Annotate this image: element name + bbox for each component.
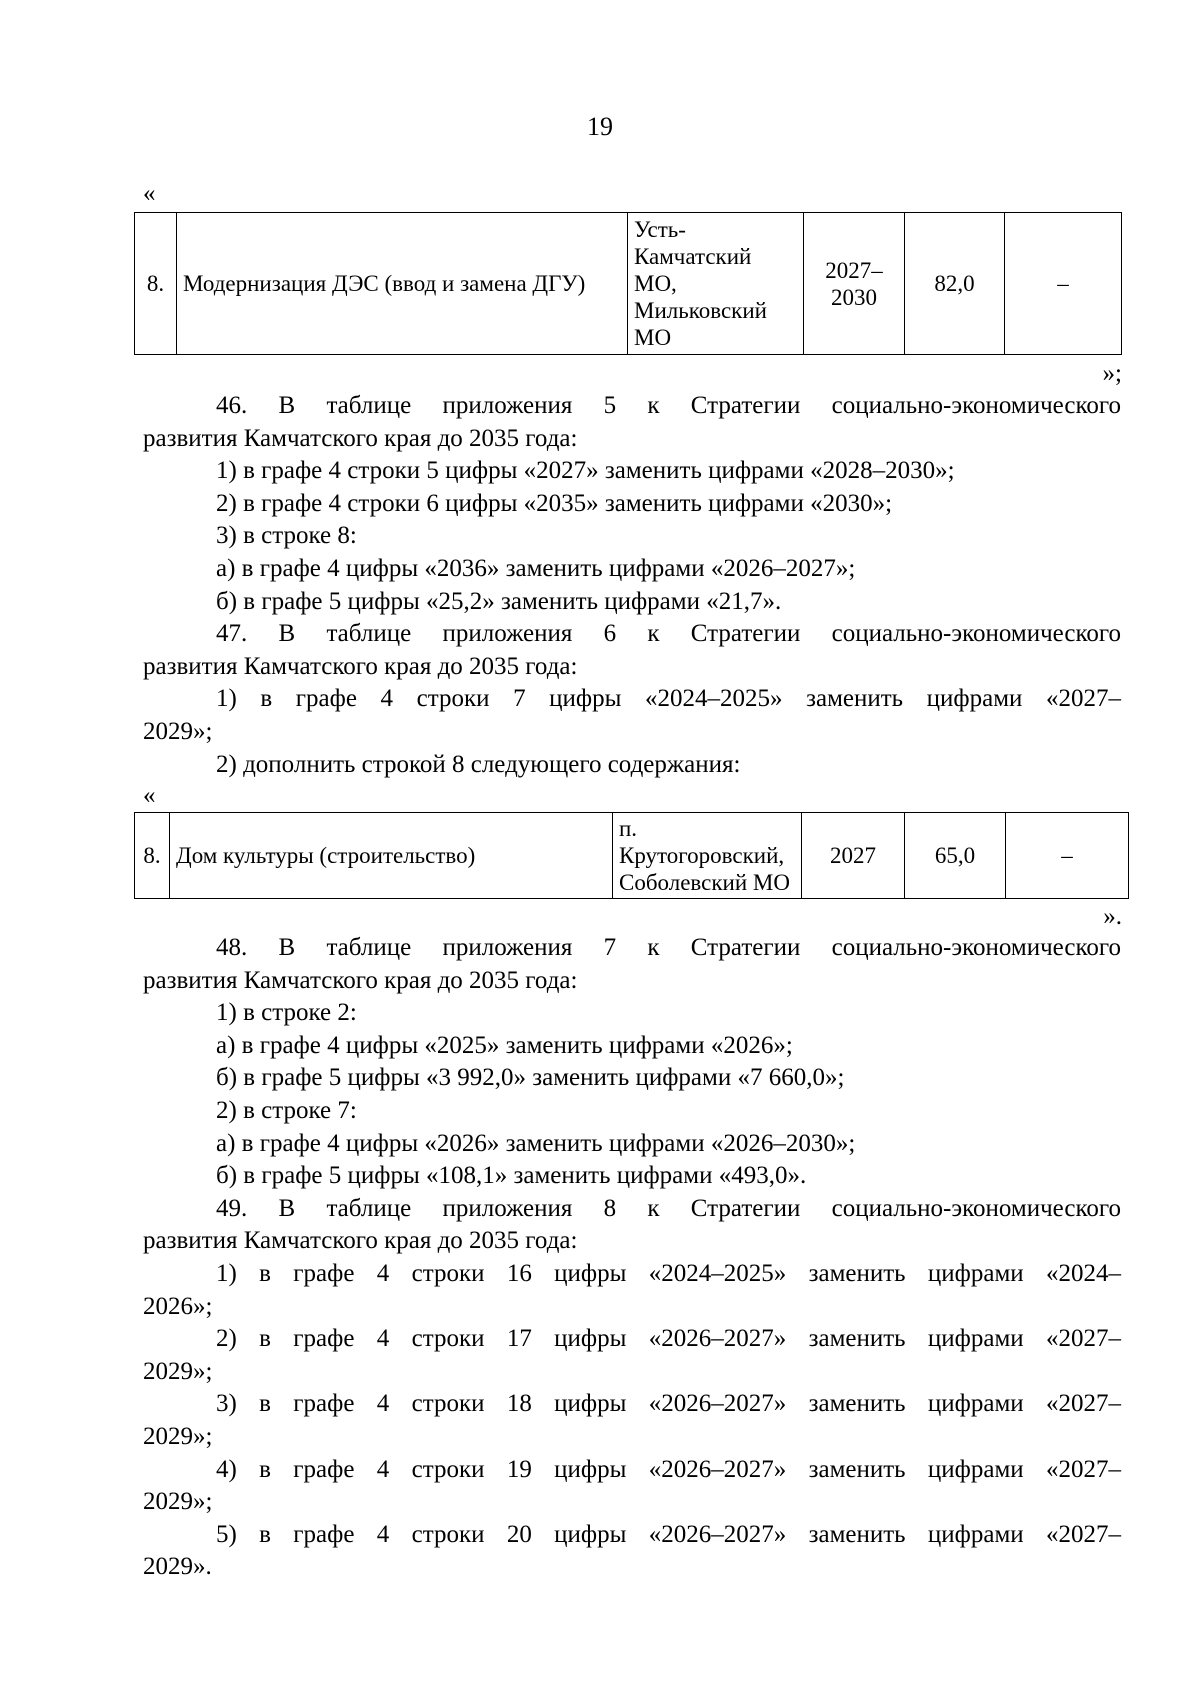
text-line: 2029». [143,1553,212,1581]
open-quote: « [143,180,156,207]
text-line: 2) в графе 4 строки 17 цифры «2026–2027» заменить цифрами «2027– [216,1325,1121,1353]
text-line: 3) в строке 8: [216,522,357,550]
table-amendment-2 [134,812,1129,899]
text-line: 47. В таблице приложения 6 к Стратегии социально-экономического [216,620,1121,648]
text-line: 2) в строке 7: [216,1096,357,1124]
table-row [135,213,1122,355]
table-amendment-1 [134,212,1122,355]
project-extra: – [1005,213,1122,355]
text-line: а) в графе 4 цифры «2025» заменить цифрами «2026»; [216,1031,793,1059]
text-line: развития Камчатского края до 2035 года: [143,1227,578,1255]
table-row [135,813,1129,899]
project-location: Усть- Камчатский МО, Мильковский МО [628,213,804,355]
text-line: 1) в строке 2: [216,999,357,1027]
text-line: б) в графе 5 цифры «25,2» заменить цифрами «21,7». [216,587,782,615]
text-line: а) в графе 4 цифры «2036» заменить цифрами «2026–2027»; [216,554,856,582]
text-line: 2) в графе 4 строки 6 цифры «2035» заменить цифрами «2030»; [216,489,893,517]
project-amount: 82,0 [905,213,1005,355]
text-line: 3) в графе 4 строки 18 цифры «2026–2027» заменить цифрами «2027– [216,1390,1121,1418]
text-line: развития Камчатского края до 2035 года: [143,424,578,452]
amendment-text-a [143,390,1121,781]
project-location: п. Крутогоровский, Соболевский МО [613,813,802,899]
page-number: 19 [587,112,613,141]
text-line: 1) в графе 4 строки 7 цифры «2024–2025» заменить цифрами «2027– [216,685,1121,713]
text-line: 46. В таблице приложения 5 к Стратегии социально-экономического [216,392,1121,419]
text-line: 2029»; [143,1488,213,1516]
text-line: 48. В таблице приложения 7 к Стратегии социально-экономического [216,934,1121,961]
text-line: б) в графе 5 цифры «3 992,0» заменить цифрами «7 660,0»; [216,1064,845,1092]
text-line: 2029»; [143,717,213,745]
text-line: 4) в графе 4 строки 19 цифры «2026–2027» заменить цифрами «2027– [216,1455,1121,1483]
text-line: а) в графе 4 цифры «2026» заменить цифрами «2026–2030»; [216,1129,856,1157]
row-number: 8. [135,213,177,355]
open-quote: « [143,782,156,809]
project-name: Модернизация ДЭС (ввод и замена ДГУ) [177,213,628,355]
close-quote: »; [1102,360,1122,387]
text-line: 2) дополнить строкой 8 следующего содержания: [216,750,741,778]
amendment-text-b [143,932,1121,1584]
text-line: 5) в графе 4 строки 20 цифры «2026–2027» заменить цифрами «2027– [216,1520,1121,1548]
project-amount: 65,0 [905,813,1006,899]
text-line: б) в графе 5 цифры «108,1» заменить цифрами «493,0». [216,1162,807,1190]
row-number: 8. [135,813,170,899]
text-line: 1) в графе 4 строки 5 цифры «2027» заменить цифрами «2028–2030»; [216,457,955,485]
text-line: развития Камчатского края до 2035 года: [143,966,578,994]
text-line: 1) в графе 4 строки 16 цифры «2024–2025» заменить цифрами «2024– [216,1259,1121,1287]
text-line: развития Камчатского края до 2035 года: [143,652,578,680]
close-quote: ». [1103,903,1122,930]
project-name: Дом культуры (строительство) [170,813,613,899]
text-line: 2029»; [143,1357,213,1385]
text-line: 49. В таблице приложения 8 к Стратегии социально-экономического [216,1194,1121,1222]
project-extra: – [1006,813,1129,899]
text-line: 2026»; [143,1292,213,1320]
project-year: 2027 [802,813,905,899]
text-line: 2029»; [143,1422,213,1450]
project-period: 2027– 2030 [804,213,905,355]
